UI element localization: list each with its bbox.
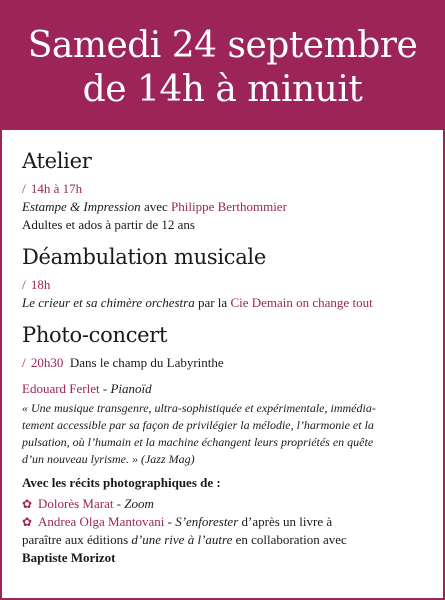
deambulation-section <box>22 244 425 312</box>
photoconcert-title: Photo-concert <box>22 323 168 347</box>
photographer-work: S’enforester <box>175 514 239 529</box>
quote-line: d’un nouveau lyrisme. » (Jazz Mag) <box>22 452 195 466</box>
photographer-item: ✿ Dolorès Marat - Zoom <box>22 496 154 511</box>
flower-icon: ✿ <box>22 497 33 511</box>
atelier-section <box>22 148 425 234</box>
atelier-person: Philippe Berthommier <box>171 199 287 214</box>
atelier-audience: Adultes et ados à partir de 12 ans <box>22 217 195 232</box>
deambulation-show-line: Le crieur et sa chimère orchestra par la Cie Demain on change tout <box>22 295 373 310</box>
program <box>2 130 443 567</box>
date-line: Samedi 24 septembre <box>27 25 418 66</box>
photographer-name: Dolorès Marat <box>38 496 114 511</box>
quote-line: pulsation, où l’humain et la machine échangent leurs propriétés en quête <box>22 435 374 449</box>
photographer-name: Andrea Olga Mantovani <box>38 514 165 529</box>
photographer-work: Zoom <box>124 496 154 511</box>
recits-label: Avec les récits photographiques de : <box>22 475 221 490</box>
atelier-activity-line: Estampe & Impression avec Philippe Berthommier <box>22 199 287 214</box>
date-banner <box>2 2 443 130</box>
quote-line: tement accessible par sa façon de privilégier la mélodie, l’harmonie et la <box>22 418 374 432</box>
deambulation-title: Déambulation musicale <box>22 245 266 269</box>
photoconcert-artist: Edouard Ferlet <box>22 381 100 396</box>
deambulation-company: Cie Demain on change tout <box>230 295 373 310</box>
publisher: d’une rive à l’autre <box>131 532 233 547</box>
deambulation-show: Le crieur et sa chimère orchestra <box>22 295 195 310</box>
atelier-time: / 14h à 17h <box>22 181 83 196</box>
atelier-activity: Estampe & Impression <box>22 199 141 214</box>
atelier-title: Atelier <box>22 149 92 173</box>
photoconcert-section <box>22 322 425 567</box>
flower-icon: ✿ <box>22 515 33 529</box>
book-info-line: paraître aux éditions d’une rive à l’autre en collaboration avec <box>22 532 347 547</box>
deambulation-time: / 18h <box>22 277 51 292</box>
press-quote <box>22 400 425 468</box>
quote-line: « Une musique transgenre, ultra-sophistiquée et expérimentale, immédia- <box>22 401 376 415</box>
photoconcert-artist-line: Edouard Ferlet - Pianoïd <box>22 381 152 396</box>
collaborator: Baptiste Morizot <box>22 550 116 565</box>
photoconcert-time-line: / 20h30 Dans le champ du Labyrinthe <box>22 355 224 370</box>
photoconcert-instrument: Pianoïd <box>110 381 152 396</box>
photographer-item: ✿ Andrea Olga Mantovani - S’enforester d’après un livre à <box>22 514 333 529</box>
hours-line: de 14h à minuit <box>82 69 363 110</box>
photoconcert-place: Dans le champ du Labyrinthe <box>69 355 224 370</box>
